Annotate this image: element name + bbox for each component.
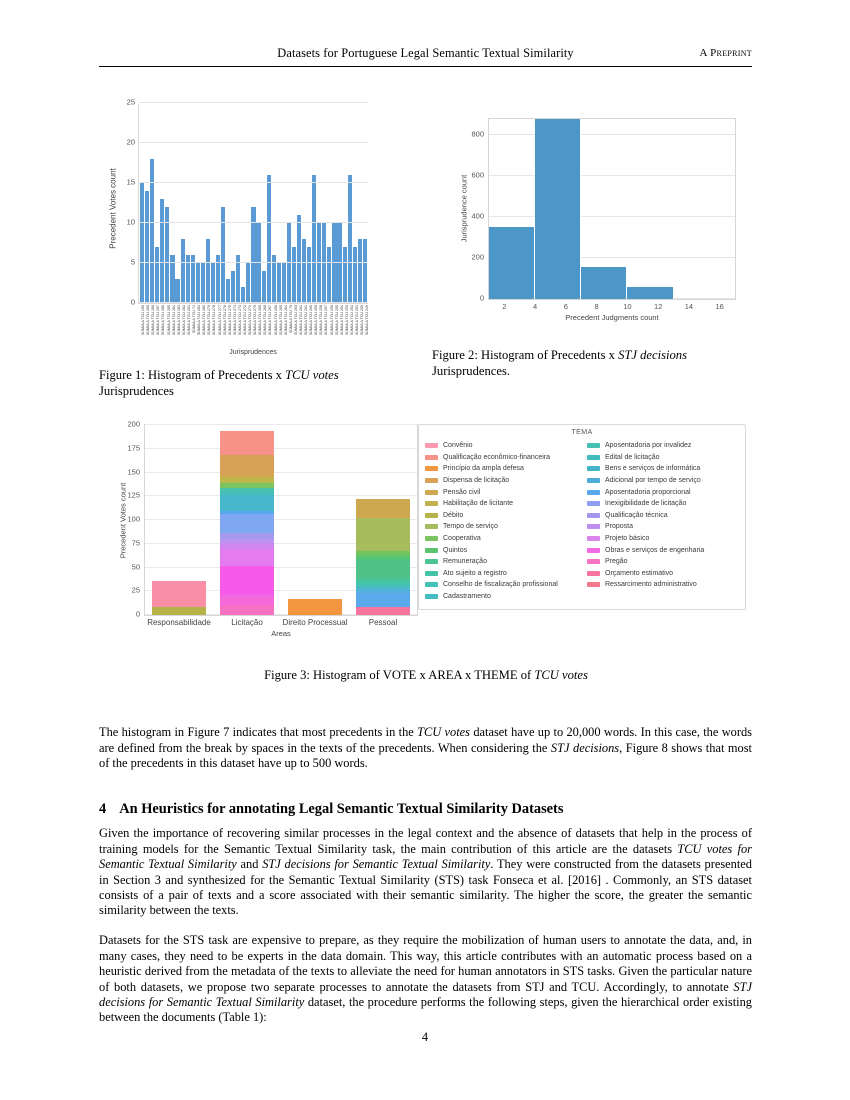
figure-1-bar xyxy=(327,247,331,303)
figure-1-x-tick-labels xyxy=(138,305,368,349)
figure-3-bar-segment xyxy=(356,559,409,578)
figure-1-y-tick: 25 xyxy=(126,97,135,107)
figure-2-gridline xyxy=(471,211,735,221)
figure-2-y-tick: 200 xyxy=(471,252,484,262)
figure-1-bar xyxy=(337,223,341,303)
figure-2-caption-prefix: Figure 2: Histogram of Precedents x xyxy=(432,348,619,362)
figure-2 xyxy=(440,112,752,337)
figure-2-bar xyxy=(535,119,581,299)
legend-swatch-icon xyxy=(587,443,600,448)
legend-swatch-icon xyxy=(425,490,438,495)
figure-3-legend xyxy=(418,424,746,610)
header-preprint-label: A Preprint xyxy=(699,47,752,59)
paragraph-annotation-process xyxy=(99,933,752,1025)
legend-swatch-icon xyxy=(425,455,438,460)
figure-1-bar xyxy=(322,223,326,303)
figure-3-stacked-bar xyxy=(356,499,409,615)
figure-1-x-tick: SÚMULA TCU 79 xyxy=(288,305,293,334)
figure-3-bar-segment xyxy=(356,593,409,607)
figure-2-x-tick: 8 xyxy=(594,302,599,311)
legend-item xyxy=(587,521,741,533)
figure-3-y-tick: 25 xyxy=(131,585,140,595)
legend-item-label: Cadastramento xyxy=(443,593,491,601)
figure-1-x-tick: SÚMULA TCU 269 xyxy=(258,305,263,336)
legend-swatch-icon xyxy=(587,582,600,587)
p2-italic-2: STJ decisions for Semantic Textual Similarity xyxy=(262,857,491,872)
figure-1-x-tick: SÚMULA TCU 273 xyxy=(237,305,242,336)
figure-1-bar xyxy=(312,175,316,303)
legend-item xyxy=(587,544,741,556)
figure-1-bar xyxy=(206,239,210,303)
legend-swatch-icon xyxy=(587,455,600,460)
legend-item-label: Cooperativa xyxy=(443,535,481,543)
figure-3-x-tick: Licitação xyxy=(231,618,263,627)
figure-1-x-tick: SÚMULA TCU 267 xyxy=(268,305,273,336)
legend-item-label: Quintos xyxy=(443,546,468,554)
figure-3-caption xyxy=(100,668,752,684)
figure-3-x-tick: Pessoal xyxy=(368,618,398,627)
figure-1-bar xyxy=(292,247,296,303)
figure-3-stacked-bar xyxy=(288,599,341,615)
header-rule xyxy=(99,66,752,67)
figure-2-gridline xyxy=(471,129,735,139)
figure-1-x-tick: SÚMULA TCU 277 xyxy=(217,305,222,336)
p1-text-3: , Figure 8 shows that most of the precedents in this dataset have up to 500 words. xyxy=(99,740,752,771)
figure-1-bar xyxy=(231,271,235,303)
legend-swatch-icon xyxy=(425,501,438,506)
figure-1-bar xyxy=(201,263,205,303)
figure-3-bar-segment xyxy=(152,581,205,608)
figure-1-y-tick: 5 xyxy=(130,257,135,267)
figure-3-legend-column-left xyxy=(425,440,579,602)
figure-3-y-tick: 100 xyxy=(127,514,140,524)
p2-text-1: Given the importance of recovering similar processes in the legal context and the absence of datasets that help in the process of training models for the Semantic Textual Similarity task, the main contribution of this article are the datasets xyxy=(99,826,752,856)
figure-1-x-tick: SÚMULA TCU 251 xyxy=(355,305,360,336)
legend-item xyxy=(425,591,579,603)
figure-1-bar xyxy=(267,175,271,303)
figure-1-x-tick: SÚMULA TCU 262 xyxy=(299,305,303,336)
figure-1-gridline xyxy=(130,257,368,267)
figure-1-x-tick: SÚMULA TCU 275 xyxy=(227,305,232,336)
figure-1 xyxy=(100,96,380,356)
figure-2-x-tick: 4 xyxy=(533,302,538,311)
figure-3-caption-italic: TCU votes xyxy=(534,668,588,682)
figure-1-gridline xyxy=(126,177,368,187)
legend-item-label: Tempo de serviço xyxy=(443,523,498,531)
p1-italic-1: TCU votes xyxy=(417,725,471,740)
figure-1-bar xyxy=(297,215,301,303)
legend-item-label: Edital de licitação xyxy=(605,453,660,461)
figure-3-y-tick: 200 xyxy=(127,419,140,429)
figure-3-y-tick: 75 xyxy=(131,538,140,548)
legend-item xyxy=(587,452,741,464)
figure-1-x-tick: SÚMULA TCU 284 xyxy=(171,305,176,336)
legend-item-label: Pregão xyxy=(605,558,628,566)
figure-3-x-tick: Responsabilidade xyxy=(147,618,211,627)
legend-item xyxy=(425,475,579,487)
figure-1-bar xyxy=(277,263,281,303)
figure-1-y-tick: 20 xyxy=(126,137,135,147)
figure-1-x-tick: SÚMULA TCU 272 xyxy=(242,305,247,336)
figure-1-x-tick: SÚMULA TCU 282 xyxy=(181,305,186,336)
legend-item xyxy=(425,486,579,498)
figure-3-gridline xyxy=(127,419,417,429)
legend-item xyxy=(587,568,741,580)
figure-1-y-tick: 15 xyxy=(126,177,135,187)
figure-2-x-tick: 2 xyxy=(502,302,507,311)
figure-3-gridline xyxy=(127,467,417,476)
figure-1-bar xyxy=(317,223,321,303)
p3-italic-1: STJ decisions for Semantic Textual Similarity xyxy=(99,979,752,1010)
figure-1-x-tick: SÚMULA TCU 289 xyxy=(146,305,151,336)
legend-swatch-icon xyxy=(425,571,438,576)
legend-swatch-icon xyxy=(587,536,600,541)
figure-1-x-tick: SÚMULA TCU 74 xyxy=(192,305,197,334)
figure-1-bar xyxy=(282,263,286,303)
legend-swatch-icon xyxy=(587,501,600,506)
legend-item xyxy=(425,463,579,475)
figure-3-bar-segment xyxy=(220,455,273,475)
figure-3-bar-segment xyxy=(356,499,409,518)
legend-item-label: Obras e serviços de engenharia xyxy=(605,546,705,554)
legend-item xyxy=(587,579,741,591)
legend-item-label: Projeto básico xyxy=(605,535,650,543)
figure-2-caption-suffix: Jurisprudences. xyxy=(432,363,510,378)
figure-3-gridline xyxy=(127,443,417,453)
legend-swatch-icon xyxy=(587,490,600,495)
figure-2-x-tick: 10 xyxy=(623,302,632,311)
figure-1-x-tick: SÚMULA TCU 287 xyxy=(156,305,161,336)
figure-1-bar xyxy=(343,247,347,303)
figure-1-x-tick: SÚMULA TCU 268 xyxy=(263,305,268,336)
legend-swatch-icon xyxy=(425,478,438,483)
legend-item-label: Qualificação econômico-financeira xyxy=(443,453,550,461)
figure-2-caption xyxy=(432,348,752,379)
figure-3-y-tick: 125 xyxy=(127,490,140,500)
figure-1-x-tick: SÚMULA TCU 257 xyxy=(324,305,329,336)
figure-1-x-tick: SÚMULA TCU 288 xyxy=(151,305,156,336)
figure-1-x-axis-label: Jurisprudences xyxy=(229,349,277,356)
figure-1-x-tick: SÚMULA TCU 250 xyxy=(360,305,365,336)
legend-item-label: Aposentadoria por invalidez xyxy=(605,442,692,450)
legend-swatch-icon xyxy=(587,513,600,518)
p2-text-3: . They were constructed from the datasets presented in Section 3 and synthesized for the Semantic Textual Similarity (STS) task Fonseca et al. [2016] . Commonly, an STS dataset consists of a pair of texts and a score associated with their semantic similarity. The higher the score, the greater the semantic similarity between the texts. xyxy=(99,857,753,918)
p1-italic-2: STJ decisions xyxy=(550,740,620,755)
figure-2-y-tick: 400 xyxy=(471,211,484,221)
figure-2-x-tick: 6 xyxy=(563,302,568,311)
figure-2-bar xyxy=(627,287,673,299)
figure-1-bar xyxy=(155,247,159,303)
figure-1-x-tick: SÚMULA TCU 281 xyxy=(197,305,202,336)
legend-swatch-icon xyxy=(425,548,438,553)
p1-text-2: dataset have up to 20,000 words. In this case, the words are defined from the break by spaces in the texts of the precedents. When considering the xyxy=(99,725,752,755)
p3-text-2: dataset, the procedure performs the following steps, given the hierarchical order existing between the documents (Table 1): xyxy=(99,995,752,1025)
figure-1-bar xyxy=(353,247,357,303)
figure-2-x-axis-label: Precedent Judgments count xyxy=(565,313,659,322)
figure-1-bar xyxy=(307,247,311,303)
legend-item-label: Pensão civil xyxy=(443,488,481,496)
figure-3-bar-segment xyxy=(220,606,273,615)
figure-1-caption xyxy=(99,368,379,399)
figure-2-y-axis-label: Jurisprudence count xyxy=(459,174,469,243)
legend-item xyxy=(587,475,741,487)
legend-swatch-icon xyxy=(587,559,600,564)
figure-3-y-tick: 50 xyxy=(131,562,140,571)
figure-1-x-tick: SÚMULA TCU 290 xyxy=(141,305,146,336)
legend-item xyxy=(425,533,579,545)
figure-3-bar-segment xyxy=(220,514,273,533)
figure-1-bar xyxy=(211,263,215,303)
section-heading-4 xyxy=(99,801,752,818)
figure-1-x-tick: SÚMULA TCU 283 xyxy=(176,305,181,336)
figure-1-plot-area xyxy=(126,97,368,307)
figure-3-stacked-bar xyxy=(152,581,205,615)
legend-item-label: Convênio xyxy=(443,442,473,450)
figure-3-bar-segment xyxy=(288,599,341,615)
figure-1-x-tick: SÚMULA TCU 274 xyxy=(232,305,237,336)
figure-1-bar xyxy=(358,239,362,303)
paragraph-contribution xyxy=(99,826,752,918)
figure-3-bar-segment xyxy=(220,549,273,566)
legend-swatch-icon xyxy=(587,478,600,483)
figure-1-x-tick: SÚMULA TCU 256 xyxy=(329,305,334,336)
figure-3-gridline xyxy=(127,490,417,500)
figure-3-bar-segment xyxy=(356,518,409,551)
figure-1-bar xyxy=(348,175,352,303)
legend-swatch-icon xyxy=(425,443,438,448)
legend-item-label: Orçamento estimativo xyxy=(605,569,674,577)
p1-text-1: The histogram in Figure 7 indicates that most precedents in the xyxy=(99,725,418,740)
figure-3 xyxy=(100,418,750,648)
legend-item xyxy=(587,463,741,475)
legend-item-label: Habilitação de licitante xyxy=(443,500,514,508)
figure-1-x-tick: SÚMULA TCU 254 xyxy=(339,305,344,336)
figure-1-x-tick: SÚMULA TCU 264 xyxy=(283,305,288,336)
legend-item xyxy=(587,440,741,452)
legend-item xyxy=(425,521,579,533)
figure-3-bar-segment xyxy=(356,607,409,615)
figure-1-bar xyxy=(287,223,291,303)
figure-1-y-tick: 0 xyxy=(130,297,135,307)
figure-1-bar xyxy=(196,263,200,303)
figure-2-plot-area xyxy=(471,118,736,303)
legend-item-label: Dispensa de licitação xyxy=(443,477,510,485)
figure-1-bar xyxy=(160,199,164,303)
legend-item-label: Ressarcimento administrativo xyxy=(605,581,697,589)
figure-1-x-tick: SÚMULA TCU 249 xyxy=(365,305,370,336)
figure-2-x-tick: 12 xyxy=(653,302,663,311)
page-number: 4 xyxy=(421,1030,429,1044)
figure-3-bar-segment xyxy=(220,495,273,511)
figure-1-x-tick: SÚMULA TCU 271 xyxy=(248,305,253,336)
figure-1-bar xyxy=(256,223,260,303)
figure-1-x-tick: SÚMULA TCU 279 xyxy=(207,305,212,336)
figure-1-gridline xyxy=(126,97,368,107)
figure-1-bar xyxy=(150,159,154,303)
figure-3-bar-segment xyxy=(152,607,205,615)
figure-1-bar xyxy=(246,263,250,303)
figure-2-x-tick: 16 xyxy=(715,302,724,311)
figure-1-caption-suffix: Jurisprudences xyxy=(99,383,174,398)
figure-2-x-tick: 14 xyxy=(684,302,694,311)
running-header xyxy=(99,46,752,68)
section-number: 4 xyxy=(99,800,107,817)
figure-3-legend-column-right xyxy=(587,440,741,602)
figure-1-x-tick: SÚMULA TCU 259 xyxy=(314,305,319,336)
legend-swatch-icon xyxy=(425,513,438,518)
figure-1-bar xyxy=(175,279,179,303)
legend-item-label: Princípio da ampla defesa xyxy=(443,465,524,473)
figure-1-x-tick: SÚMULA TCU 285 xyxy=(166,305,171,336)
figure-1-bars xyxy=(139,104,368,303)
figure-3-y-tick: 175 xyxy=(127,443,140,453)
legend-swatch-icon xyxy=(425,536,438,541)
legend-item-label: Débito xyxy=(443,511,464,519)
figure-3-bar-segment xyxy=(220,431,273,455)
legend-swatch-icon xyxy=(425,594,438,599)
figure-1-x-tick: SÚMULA TCU 261 xyxy=(304,305,309,336)
figure-3-caption-prefix: Figure 3: Histogram of VOTE x AREA x THEME of xyxy=(264,668,535,682)
legend-item xyxy=(425,498,579,510)
figure-2-y-tick: 0 xyxy=(479,293,484,303)
figure-1-bar xyxy=(140,183,144,303)
figure-3-y-axis-label: Precedent Votes count xyxy=(118,482,128,559)
figure-1-x-tick: SÚMULA TCU 270 xyxy=(253,305,258,336)
legend-item xyxy=(425,510,579,522)
legend-item-label: Remuneração xyxy=(443,558,487,566)
legend-item xyxy=(425,556,579,568)
figure-1-gridline xyxy=(126,217,368,227)
figure-1-x-tick: SÚMULA TCU 276 xyxy=(222,305,227,336)
header-title: Datasets for Portuguese Legal Semantic Textual Similarity xyxy=(277,46,574,60)
legend-item xyxy=(587,486,741,498)
figure-1-x-tick: SÚMULA TCU 265 xyxy=(278,305,283,336)
figure-1-x-tick: SÚMULA TCU 263 xyxy=(293,305,298,336)
figure-1-x-tick: SÚMULA TCU 252 xyxy=(349,305,354,336)
legend-item-label: Proposta xyxy=(605,523,634,531)
figure-3-bar-segment xyxy=(220,566,273,596)
figure-1-x-tick: SÚMULA TCU 280 xyxy=(202,305,207,336)
legend-swatch-icon xyxy=(587,548,600,553)
figure-1-gridline xyxy=(130,297,368,307)
figure-1-x-tick: SÚMULA TCU 286 xyxy=(161,305,166,336)
figure-3-x-tick: Direito Processual xyxy=(282,618,348,627)
legend-swatch-icon xyxy=(425,559,438,564)
figure-1-bar xyxy=(302,239,306,303)
figure-1-caption-italic: TCU votes xyxy=(285,368,339,382)
figure-1-x-tick: SÚMULA TCU 255 xyxy=(334,305,339,336)
section-title: An Heuristics for annotating Legal Semantic Textual Similarity Datasets xyxy=(119,800,564,817)
legend-item xyxy=(587,498,741,510)
legend-item-label: Inexigibilidade de licitação xyxy=(605,500,687,508)
figure-1-y-tick: 10 xyxy=(126,217,135,227)
legend-item xyxy=(425,452,579,464)
legend-item-label: Ato sujeito a registro xyxy=(443,569,507,577)
legend-item-label: Adicional por tempo de serviço xyxy=(605,477,701,485)
p2-text-2: and xyxy=(236,857,263,872)
figure-1-x-tick: SÚMULA TCU 258 xyxy=(319,305,324,336)
legend-item-label: Bens e serviços de informática xyxy=(605,465,701,473)
figure-1-caption-prefix: Figure 1: Histogram of Precedents x xyxy=(99,368,286,382)
figure-3-y-tick: 150 xyxy=(127,467,140,476)
legend-item xyxy=(425,440,579,452)
legend-swatch-icon xyxy=(587,524,600,529)
figure-2-y-tick: 600 xyxy=(471,170,484,180)
figure-1-x-tick: SÚMULA TCU 281 xyxy=(186,305,191,336)
figure-1-bar xyxy=(181,239,185,303)
legend-swatch-icon xyxy=(587,571,600,576)
legend-swatch-icon xyxy=(425,524,438,529)
figure-1-x-tick: SÚMULA TCU 278 xyxy=(212,305,217,336)
paragraph-histogram-summary xyxy=(99,725,752,771)
figure-2-y-tick: 800 xyxy=(471,129,484,139)
figure-3-x-axis-label: Areas xyxy=(271,629,291,638)
figure-1-bar xyxy=(332,223,336,303)
figure-2-bar xyxy=(489,227,535,299)
figure-3-stacked-bar xyxy=(220,431,273,615)
figure-3-plot-area xyxy=(127,419,418,619)
figure-1-gridline xyxy=(126,137,368,147)
legend-item-label: Aposentadoria proporcional xyxy=(605,488,691,496)
legend-swatch-icon xyxy=(587,466,600,471)
figure-3-y-tick: 0 xyxy=(135,609,140,619)
legend-item xyxy=(425,579,579,591)
figure-1-bar xyxy=(262,271,266,303)
figure-1-bar xyxy=(145,191,149,303)
figure-1-bar xyxy=(363,239,367,303)
legend-item xyxy=(425,544,579,556)
figure-1-y-axis-label: Precedent Votes count xyxy=(108,168,118,249)
figure-3-bar-segment xyxy=(220,598,273,605)
legend-item xyxy=(587,510,741,522)
legend-item-label: Qualificação técnica xyxy=(605,511,668,519)
figure-2-gridline xyxy=(471,170,735,180)
legend-item xyxy=(425,568,579,580)
legend-item-label: Conselho de fiscalização profissional xyxy=(443,581,558,589)
figure-2-bar xyxy=(581,267,627,299)
figure-1-x-tick: SÚMULA TCU 266 xyxy=(273,305,278,336)
legend-item xyxy=(587,556,741,568)
figure-1-bar xyxy=(241,287,245,303)
figure-1-bar xyxy=(226,279,230,303)
p2-italic-1: TCU votes for Semantic Textual Similarity xyxy=(99,841,753,872)
legend-item xyxy=(587,533,741,545)
figure-1-x-tick: SÚMULA TCU 260 xyxy=(309,305,314,336)
legend-swatch-icon xyxy=(425,582,438,587)
figure-1-x-tick: SÚMULA TCU 253 xyxy=(344,305,349,336)
legend-swatch-icon xyxy=(425,466,438,471)
figure-2-caption-italic: STJ decisions xyxy=(618,348,687,362)
figure-3-legend-title: TEMA xyxy=(571,429,593,436)
p3-text-1: Datasets for the STS task are expensive to prepare, as they require the mobilization of human users to annotate the data, and, in many cases, they need to be experts in the data domain. This way, this article contributes with an automatic process based on a heuristic derived from the metadata of the texts to alleviate the need for human annotators in STS tasks. Given the particular nature of both datasets, we propose two separate processes to annotate the datasets from STJ and TCU. Accordingly, to annotate xyxy=(99,933,752,994)
